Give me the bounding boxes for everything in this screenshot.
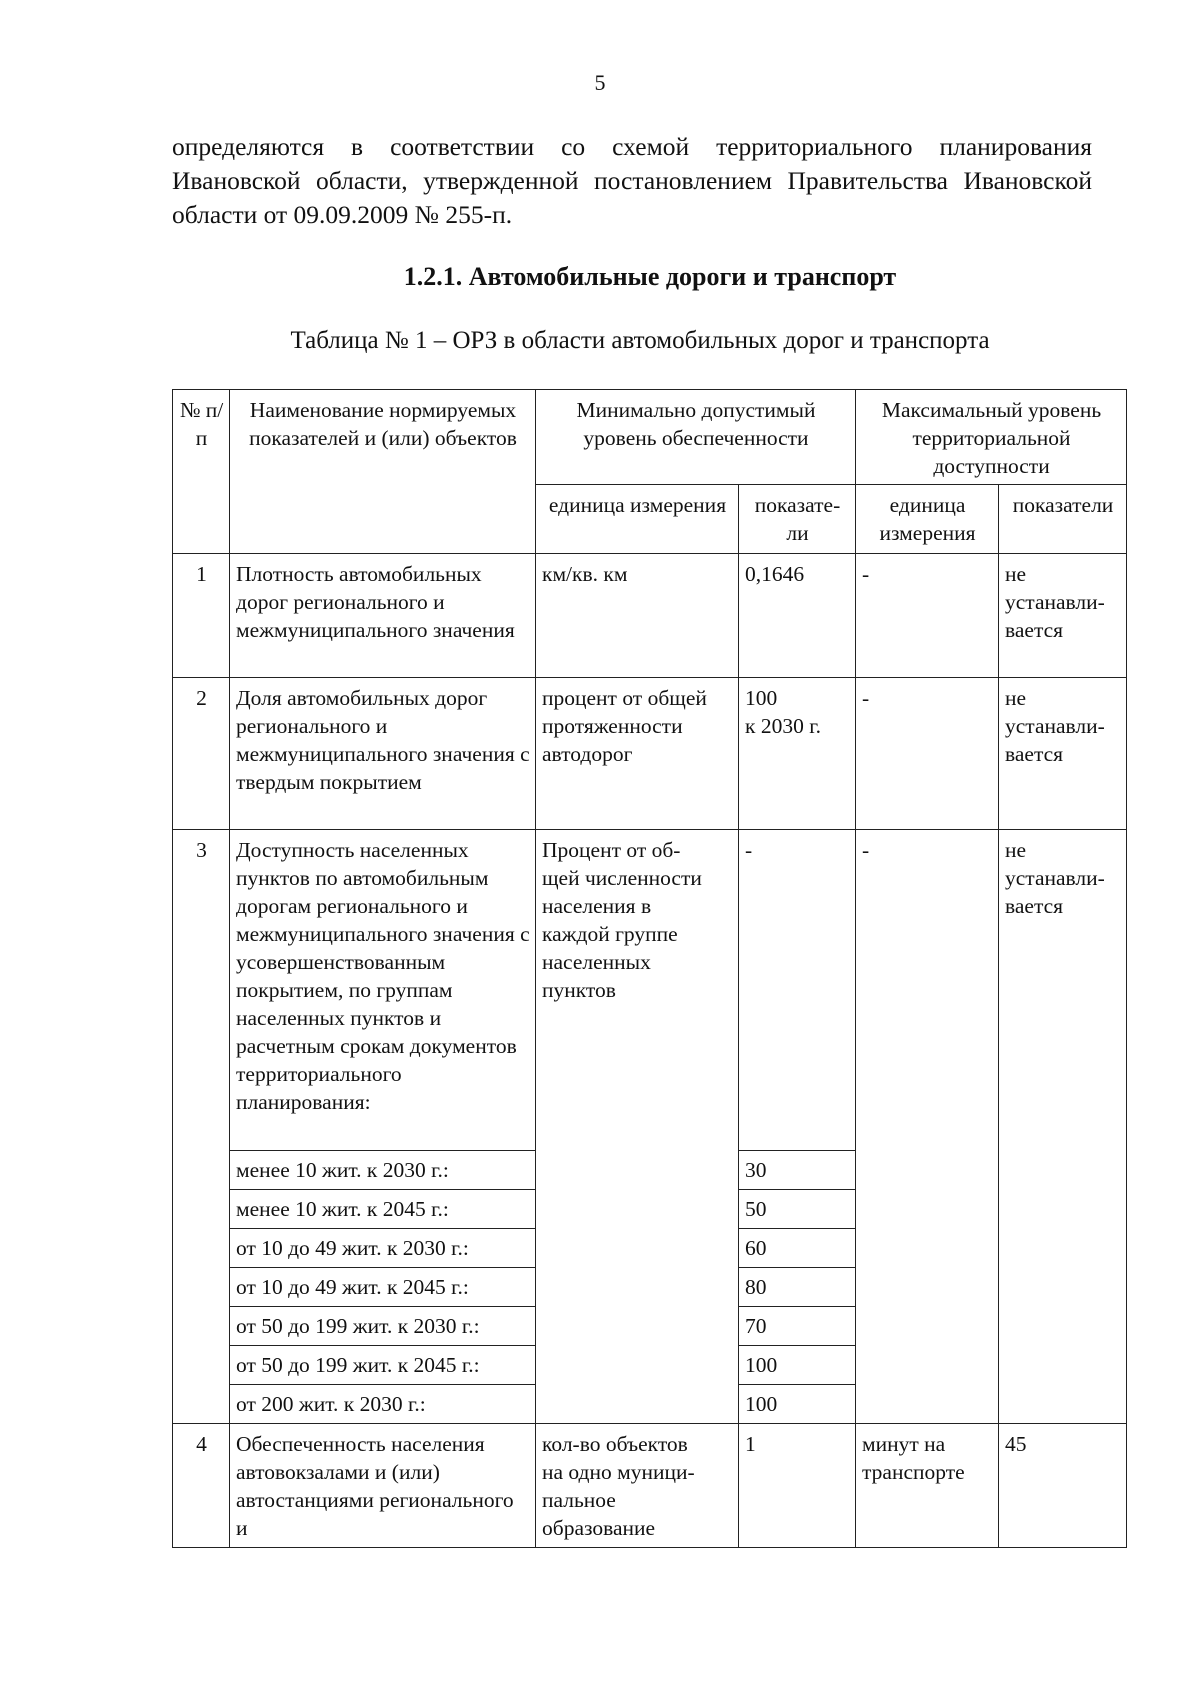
header-max-value: показатели — [999, 485, 1127, 554]
row-min-unit — [536, 1424, 739, 1548]
sub-row-label: от 50 до 199 жит. к 2030 г.: — [230, 1307, 536, 1346]
row-max-value-line1: не — [1005, 562, 1027, 586]
row-max-value-line2: устанавли- — [1005, 866, 1105, 890]
sub-row-value: 80 — [739, 1268, 856, 1307]
sub-row-label: от 200 жит. к 2030 г.: — [230, 1385, 536, 1424]
row-max-value-line3: вается — [1005, 894, 1064, 918]
row-min-unit-line: пальное — [542, 1488, 616, 1512]
page-number: 5 — [594, 70, 606, 95]
row-max-value — [999, 830, 1127, 1424]
row-min-unit-line: Процент от об- — [542, 838, 681, 862]
row-max-unit: - — [856, 678, 999, 830]
row-name: Обеспеченность населения автовокзалами и (или) автостанциями регионального и — [230, 1424, 536, 1548]
row-name: Доступность населенных пунктов по автомобильным дорогам регионального и межмуниципального значения с усовершенствованным покрытием, по группам населенных пунктов и расчетным срокам документов территориального планирования: — [230, 830, 536, 1151]
row-min-unit-line: кол-во объектов — [542, 1432, 688, 1456]
sub-row-value: 100 — [739, 1346, 856, 1385]
row-name: Доля автомобильных дорог регионального и межмуниципального значения с твердым покрытием — [230, 678, 536, 830]
row-max-value — [999, 678, 1127, 830]
row-min-unit-line: пунктов — [542, 978, 616, 1002]
header-min-value-line1: показате- — [754, 493, 841, 517]
row-min-unit-line: каждой группе — [542, 922, 678, 946]
row-min-unit-line: на одно муници- — [542, 1460, 695, 1484]
sub-row-value: 100 — [739, 1385, 856, 1424]
table-row — [173, 1424, 1127, 1548]
row-max-value: 45 — [999, 1424, 1127, 1548]
row-num: 3 — [173, 830, 230, 1424]
row-min-value: 0,1646 — [739, 554, 856, 678]
row-min-unit-line: населенных — [542, 950, 651, 974]
header-max-level: Максимальный уровень территориальной доступности — [856, 390, 1127, 485]
table-row — [173, 830, 1127, 1151]
row-min-value-line2: к 2030 г. — [745, 714, 821, 738]
row-max-value-line2: устанавли- — [1005, 714, 1105, 738]
sub-row-label: менее 10 жит. к 2045 г.: — [230, 1190, 536, 1229]
header-num: № п/п — [173, 390, 230, 554]
row-max-unit: минут на транспорте — [856, 1424, 999, 1548]
header-min-value — [739, 485, 856, 554]
row-max-unit: - — [856, 554, 999, 678]
row-min-unit-line: образование — [542, 1516, 656, 1540]
sub-row-label: менее 10 жит. к 2030 г.: — [230, 1151, 536, 1190]
header-name: Наименование нормируемых показателей и (или) объектов — [230, 390, 536, 554]
row-min-unit: км/кв. км — [536, 554, 739, 678]
row-min-value: - — [739, 830, 856, 1151]
header-min-value-line2: ли — [786, 521, 809, 545]
sub-row-label: от 10 до 49 жит. к 2030 г.: — [230, 1229, 536, 1268]
table-row — [173, 554, 1127, 678]
table-row — [173, 678, 1127, 830]
row-max-value-line1: не — [1005, 686, 1027, 710]
row-min-unit-line: населения в — [542, 894, 652, 918]
row-max-value-line3: вается — [1005, 742, 1064, 766]
row-min-value: 1 — [739, 1424, 856, 1548]
sub-row-label: от 50 до 199 жит. к 2045 г.: — [230, 1346, 536, 1385]
intro-paragraph: определяются в соответствии со схемой территориального планирования Ивановской области, утвержденной постановлением Правительства Ивановской области от 09.09.2009 № 255-п. — [172, 132, 1092, 229]
section-heading: 1.2.1. Автомобильные дороги и транспорт — [403, 262, 897, 291]
row-min-value-line1: 100 — [745, 686, 778, 710]
row-min-value — [739, 678, 856, 830]
sub-row-value: 50 — [739, 1190, 856, 1229]
header-min-unit: единица измерения — [536, 485, 739, 554]
row-max-value-line1: не — [1005, 838, 1027, 862]
row-num: 2 — [173, 678, 230, 830]
header-row — [173, 390, 1127, 485]
sub-row-value: 70 — [739, 1307, 856, 1346]
row-num: 4 — [173, 1424, 230, 1548]
row-min-unit-line: щей численности — [542, 866, 702, 890]
sub-row-value: 30 — [739, 1151, 856, 1190]
sub-row-value: 60 — [739, 1229, 856, 1268]
header-min-level: Минимально допустимый уровень обеспеченности — [536, 390, 856, 485]
sub-row-label: от 10 до 49 жит. к 2045 г.: — [230, 1268, 536, 1307]
row-min-unit — [536, 830, 739, 1424]
row-max-value-line2: устанавли- — [1005, 590, 1105, 614]
row-max-value — [999, 554, 1127, 678]
row-min-unit: процент от общей протяженности автодорог — [536, 678, 739, 830]
row-max-value-line3: вается — [1005, 618, 1064, 642]
table-caption: Таблица № 1 – ОРЗ в области автомобильных дорог и транспорта — [290, 327, 990, 354]
orz-table — [172, 389, 1127, 1548]
row-name: Плотность автомобильных дорог регионального и межмуниципального значения — [230, 554, 536, 678]
header-max-unit: единица измерения — [856, 485, 999, 554]
row-max-unit: - — [856, 830, 999, 1424]
row-num: 1 — [173, 554, 230, 678]
